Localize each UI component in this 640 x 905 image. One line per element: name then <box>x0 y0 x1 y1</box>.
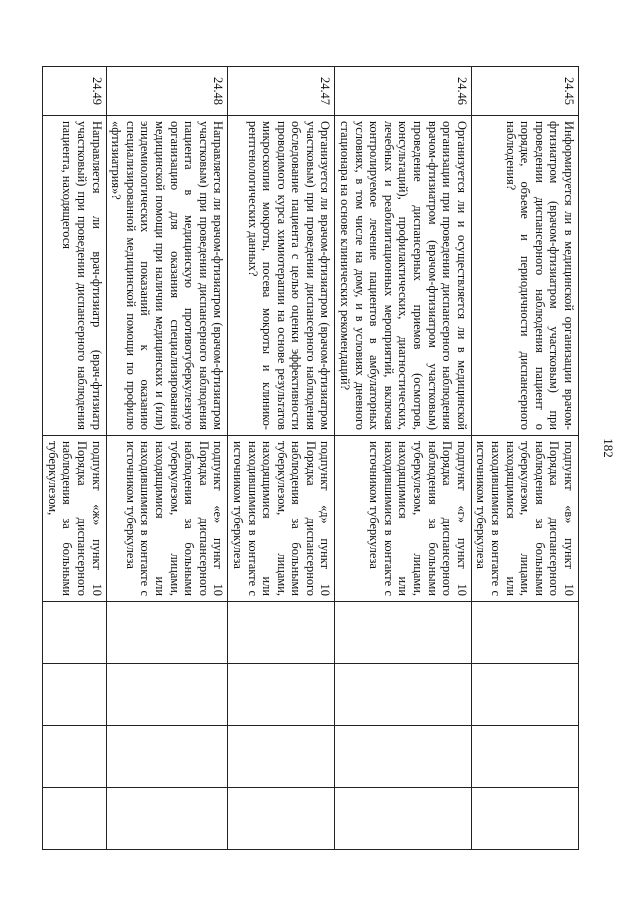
answer-cell-no <box>106 664 228 726</box>
answer-cell-yes <box>471 602 578 664</box>
table-row <box>43 67 106 850</box>
question-cell: Организуется ли и осуществляется ли в медицинской организации при проведении диспансерного наблюдения врачом-фтизиатром (врачом-фтизиатром участковым) проведение диспансерных приемов (осмотров, консультаций), профилактических, диагностических, лечебных и реабилитационных мероприятий, включая контролируемое лечение пациентов в амбулаторных условиях, в том числе на дому, и в условиях дневного стационара на основе клинических рекомендаций? <box>335 116 471 436</box>
answer-cell-not-applicable <box>335 726 471 788</box>
notes-cell <box>335 788 471 850</box>
page-number <box>598 430 618 466</box>
answer-cell-yes <box>228 602 335 664</box>
row-number: 24.49 <box>43 67 106 116</box>
answer-cell-not-applicable <box>43 726 106 788</box>
table-row <box>471 67 578 850</box>
answer-cell-not-applicable <box>228 726 335 788</box>
notes-cell <box>106 788 228 850</box>
notes-cell <box>43 788 106 850</box>
page-number-text: 182 <box>601 438 616 458</box>
question-cell: Направляется ли врач-фтизиатр (врач-фтизиатр участковый) при проведении диспансерного наблюдения пациента, находящегося <box>43 116 106 436</box>
notes-cell <box>228 788 335 850</box>
answer-cell-not-applicable <box>106 726 228 788</box>
table-row <box>335 67 471 850</box>
legal-reference-cell: подпункт «е» пункт 10 Порядка диспансерного наблюдения за больными туберкулезом, лицами, находящимися или находившимися в контакте с источником туберкулеза <box>106 436 228 602</box>
table-row <box>106 67 228 850</box>
row-number: 24.48 <box>106 67 228 116</box>
answer-cell-no <box>471 664 578 726</box>
question-cell: Информируется ли в медицинской организации врачом-фтизиатром (врачом-фтизиатром участковым) при проведении диспансерного наблюдения пациент о порядке, объеме и периодичности диспансерного наблюдения? <box>471 116 578 436</box>
legal-reference-cell: подпункт «в» пункт 10 Порядка диспансерного наблюдения за больными туберкулезом, лицами, находящимися или находившимися в контакте с источником туберкулеза <box>471 436 578 602</box>
notes-cell <box>471 788 578 850</box>
row-number: 24.47 <box>228 67 335 116</box>
question-cell: Организуется ли врачом-фтизиатром (врачом-фтизиатром участковым) при проведении диспансерного наблюдения обследование пациента с целью оценки эффективности проводимого курса химиотерапии на основе результатов микроскопии мокроты, посева мокроты и клинико-рентгенологических данных? <box>228 116 335 436</box>
legal-reference-cell: подпункт «ж» пункт 10 Порядка диспансерного наблюдения за больными туберкулезом, <box>43 436 106 602</box>
answer-cell-no <box>228 664 335 726</box>
answer-cell-yes <box>335 602 471 664</box>
legal-reference-cell: подпункт «г» пункт 10 Порядка диспансерного наблюдения за больными туберкулезом, лицами, находящимися или находившимися в контакте с источником туберкулеза <box>335 436 471 602</box>
question-cell: Направляется ли врачом-фтизиатром (врачом-фтизиатром участковым) при проведении диспансерного наблюдения пациента в медицинскую противотуберкулезную организацию для оказания специализированной медицинской помощи при наличии медицинских и (или) эпидемиологических показаний к оказанию специализированной медицинской помощи по профилю «фтизиатрия»? <box>106 116 228 436</box>
legal-reference-cell: подпункт «д» пункт 10 Порядка диспансерного наблюдения за больными туберкулезом, лицами, находящимися или находившимися в контакте с источником туберкулеза <box>228 436 335 602</box>
checklist-table <box>42 66 579 850</box>
answer-cell-no <box>335 664 471 726</box>
answer-cell-yes <box>106 602 228 664</box>
checklist-table-wrapper <box>45 66 579 849</box>
rotated-table-frame <box>45 66 579 849</box>
answer-cell-not-applicable <box>471 726 578 788</box>
table-row <box>228 67 335 850</box>
row-number: 24.45 <box>471 67 578 116</box>
row-number: 24.46 <box>335 67 471 116</box>
answer-cell-yes <box>43 602 106 664</box>
answer-cell-no <box>43 664 106 726</box>
